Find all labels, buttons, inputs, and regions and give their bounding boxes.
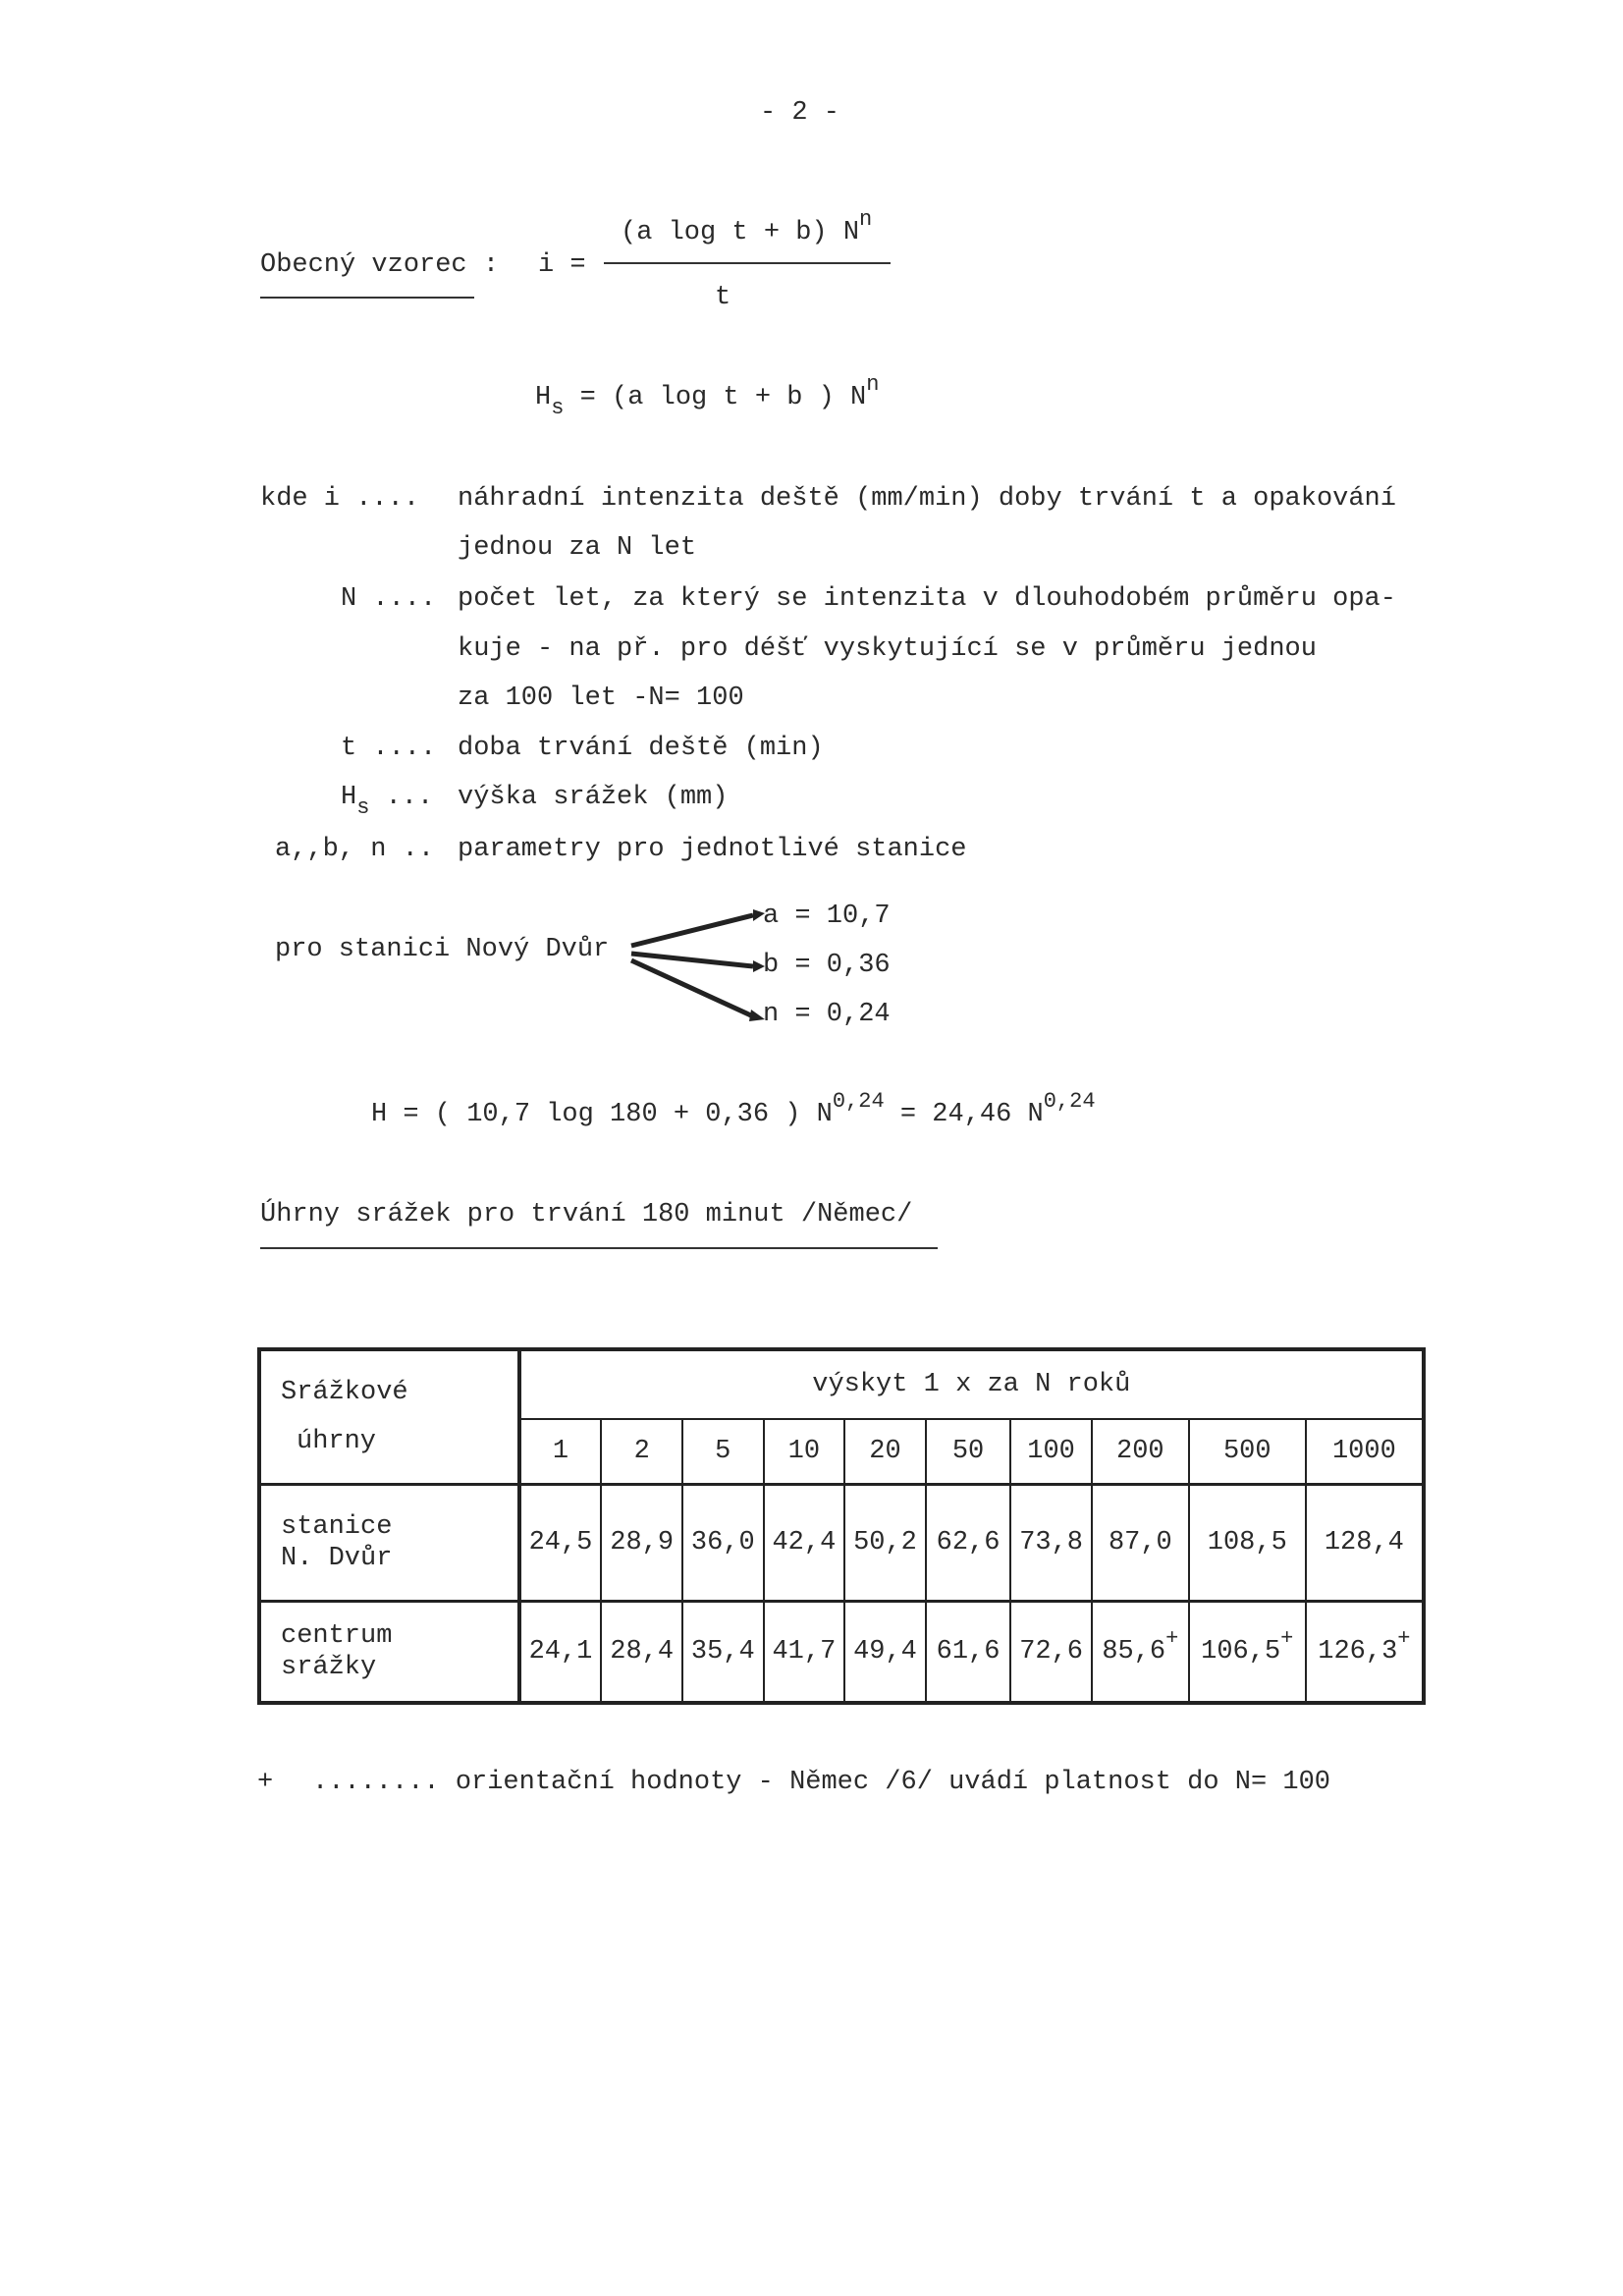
def-t-symbol: t .... [341,734,437,763]
table-cell: 42,4 [764,1485,845,1602]
formula-label: Obecný vzorec : [260,250,500,280]
table-cell: 72,6 [1010,1602,1092,1704]
def-i-text-cont: jednou za N let [458,533,697,563]
table-cell: 128,4 [1306,1485,1424,1602]
fraction-bar [604,262,891,264]
def-params-text: parametry pro jednotlivé stanice [458,835,967,864]
formula-label-underline [260,297,474,299]
table-title: Úhrny srážek pro trvání 180 minut /Němec/ [260,1200,913,1230]
formula-denominator: t [715,283,731,312]
table-cell: 61,6 [926,1602,1011,1704]
table-row [259,1485,1424,1602]
table-cell: 106,5+ [1189,1602,1306,1704]
formula-hs: $H_s = (a$ log t + b ) $N^n$ [535,372,880,420]
col-header: 5 [682,1419,764,1485]
table-cell: 85,6+ [1092,1602,1189,1704]
corner-label-2: úhrny [297,1427,377,1456]
def-hs-text: výška srážek (mm) [458,783,729,812]
table-cell: 49,4 [844,1602,926,1704]
result-formula: H = ( 10,7 log 180 + 0,36 ) N$^{0,24}$ = 24,46 N$^{0,24}$ [371,1089,1096,1129]
def-i-symbol: kde i .... [260,484,420,514]
formula-i-lhs: i = [538,250,586,280]
col-header: 500 [1189,1419,1306,1485]
footnote-text: ........ orientační hodnoty - Němec /6/ uvádí platnost do N= 100 [312,1768,1330,1797]
def-n-text-cont2: za 100 let -N= 100 [458,683,744,713]
col-header: 10 [764,1419,845,1485]
page-number: - 2 - [760,98,840,128]
station-label: pro stanici Nový Dvůr [275,935,610,964]
table-cell: 28,9 [601,1485,682,1602]
corner-header [259,1349,519,1485]
branch-arrows [623,902,771,1029]
row-label: centrum srážky [259,1602,519,1704]
group-header: výskyt 1 x za N roků [519,1349,1424,1419]
param-b: b = 0,36 [763,951,891,980]
table-cell: 36,0 [682,1485,764,1602]
def-n-text-cont: kuje - na př. pro déšť vyskytující se v průměru jednou [458,634,1317,664]
col-header: 1 [519,1419,602,1485]
table-title-underline [260,1247,938,1249]
table-cell: 108,5 [1189,1485,1306,1602]
col-header: 200 [1092,1419,1189,1485]
table-cell: 62,6 [926,1485,1011,1602]
col-header: 50 [926,1419,1011,1485]
table-cell: 41,7 [764,1602,845,1704]
formula-numerator: (a log t + b) $N^n$ [621,207,873,247]
precipitation-table [257,1347,1426,1705]
footnote-mark: + [257,1768,274,1797]
table-cell: 126,3+ [1306,1602,1424,1704]
col-header: 1000 [1306,1419,1424,1485]
approx-mark: + [1397,1626,1411,1651]
corner-label-1: Srážkové [281,1378,408,1407]
def-t-text: doba trvání deště (min) [458,734,824,763]
param-a: a = 10,7 [763,902,891,931]
col-header: 100 [1010,1419,1092,1485]
table-cell: 24,5 [519,1485,602,1602]
approx-mark: + [1165,1626,1179,1651]
def-n-symbol: N .... [341,584,437,614]
formula-numerator-exponent: n [859,207,873,232]
table-cell: 24,1 [519,1602,602,1704]
table-row [259,1602,1424,1704]
def-params-symbol: a,,b, n .. [275,835,435,864]
approx-mark: + [1280,1626,1294,1651]
table-cell: 87,0 [1092,1485,1189,1602]
col-header: 2 [601,1419,682,1485]
table-cell: 73,8 [1010,1485,1092,1602]
table-cell: 35,4 [682,1602,764,1704]
param-n: n = 0,24 [763,1000,891,1029]
def-i-text: náhradní intenzita deště (mm/min) doby trvání t a opakování [458,484,1396,514]
table-cell: 50,2 [844,1485,926,1602]
col-header: 20 [844,1419,926,1485]
table-cell: 28,4 [601,1602,682,1704]
def-n-text: počet let, za který se intenzita v dlouhodobém průměru opa- [458,584,1396,614]
row-label: stanice N. Dvůr [259,1485,519,1602]
def-hs-symbol: $H_s$ ... [341,783,434,820]
